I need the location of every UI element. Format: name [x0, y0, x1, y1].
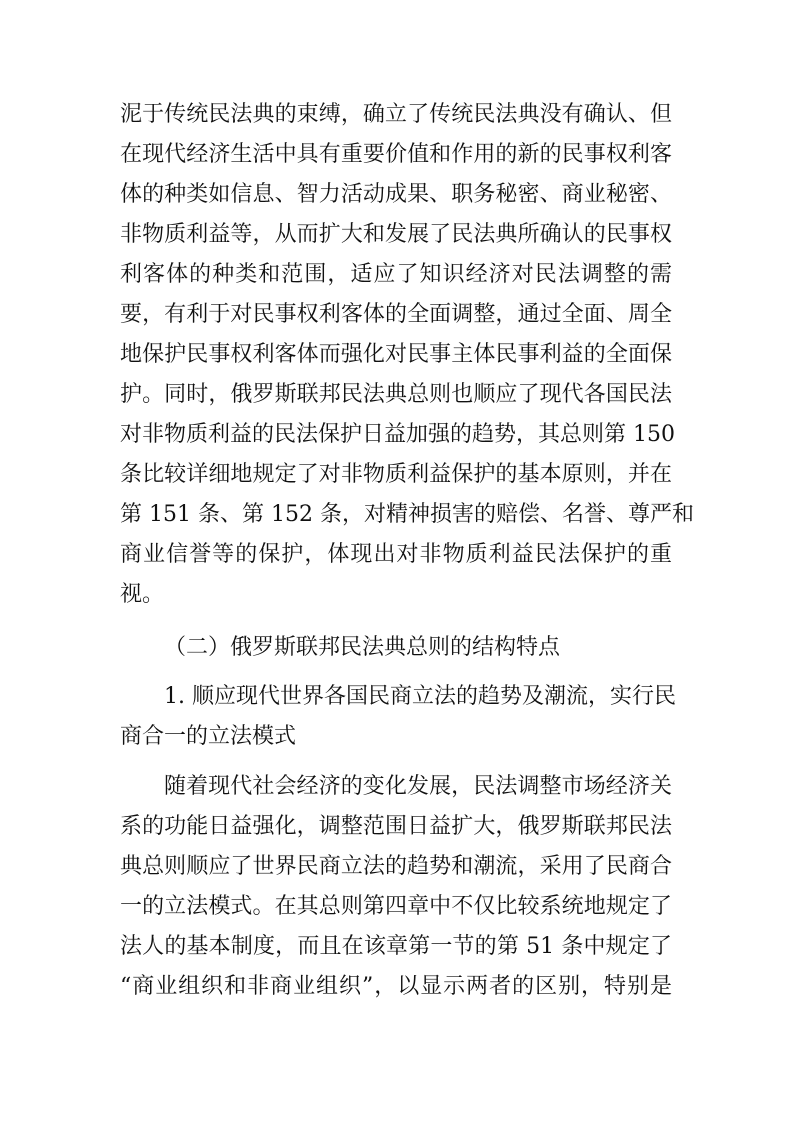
body-text-line: 随着现代社会经济的变化发展，民法调整市场经济关	[164, 774, 672, 799]
body-text-line: 地保护民事权利客体而强化对民事主体民事利益的全面保	[120, 342, 672, 367]
body-text-line: 典总则顺应了世界民商立法的趋势和潮流，采用了民商合	[120, 854, 672, 879]
body-text-line: 条比较详细地规定了对非物质利益保护的基本原则，并在	[120, 462, 672, 487]
body-text-line: 对非物质利益的民法保护日益加强的趋势，其总则第 150	[120, 422, 675, 447]
body-text-line: 要，有利于对民事权利客体的全面调整，通过全面、周全	[120, 302, 672, 327]
section-heading: （二）俄罗斯联邦民法典总则的结构特点	[164, 635, 561, 660]
body-text-line: 体的种类如信息、智力活动成果、职务秘密、商业秘密、	[120, 182, 672, 207]
body-text-line: “商业组织和非商业组织”，以显示两者的区别，特别是	[120, 974, 672, 999]
subheading-line: 商合一的立法模式	[120, 724, 297, 749]
subheading-line: 1. 顺应现代世界各国民商立法的趋势及潮流，实行民	[164, 684, 676, 709]
body-text-line: 商业信誉等的保护，体现出对非物质利益民法保护的重	[120, 542, 672, 567]
body-text-line: 利客体的种类和范围，适应了知识经济对民法调整的需	[120, 262, 672, 287]
body-text-line: 非物质利益等，从而扩大和发展了民法典所确认的民事权	[120, 222, 672, 247]
body-text-line: 法人的基本制度，而且在该章第一节的第 51 条中规定了	[120, 934, 672, 959]
body-text-line: 在现代经济生活中具有重要价值和作用的新的民事权利客	[120, 142, 672, 167]
body-text-line: 一的立法模式。在其总则第四章中不仅比较系统地规定了	[120, 894, 672, 919]
body-text-line: 护。同时，俄罗斯联邦民法典总则也顺应了现代各国民法	[120, 382, 672, 407]
body-text-line: 视。	[120, 582, 165, 607]
body-text-line: 系的功能日益强化，调整范围日益扩大，俄罗斯联邦民法	[120, 814, 672, 839]
body-text-line: 泥于传统民法典的束缚，确立了传统民法典没有确认、但	[120, 102, 672, 127]
body-text-line: 第 151 条、第 152 条，对精神损害的赔偿、名誉、尊严和	[120, 502, 694, 527]
